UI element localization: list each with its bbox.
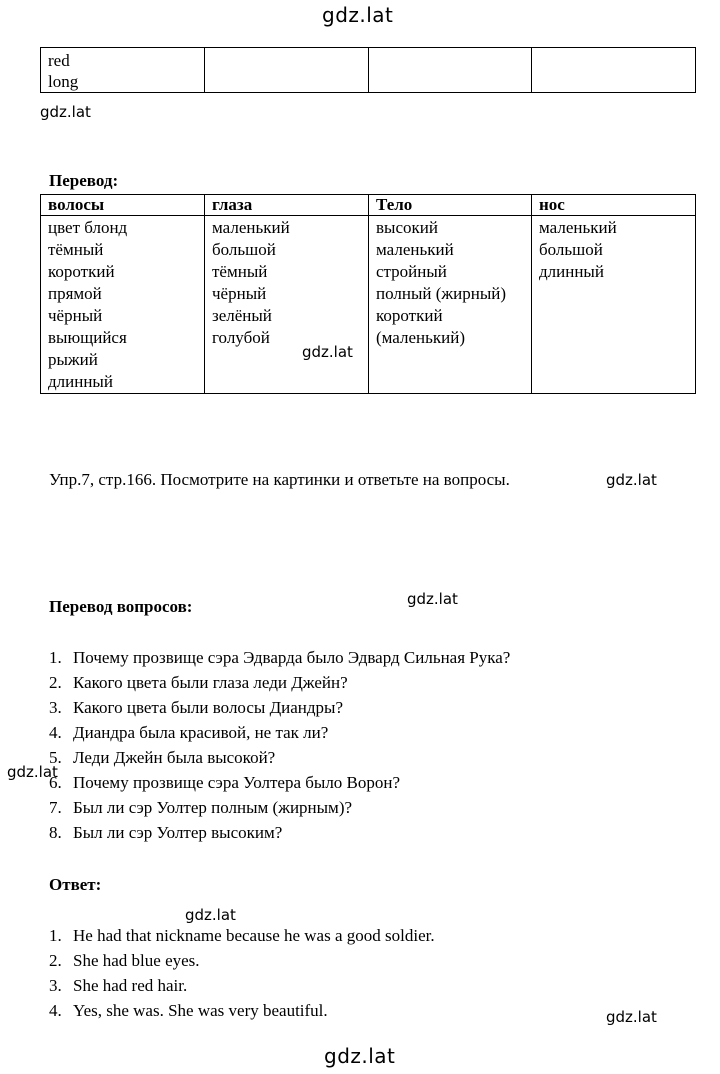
item-number: 2.: [49, 951, 62, 970]
watermark: gdz.lat: [606, 471, 657, 489]
list-item: [49, 647, 510, 672]
cell-text: маленький: [212, 218, 290, 237]
watermark: gdz.lat: [40, 103, 91, 121]
item-text: Был ли сэр Уолтер полным (жирным)?: [73, 798, 353, 817]
list-item: [49, 925, 435, 950]
top-table-cell: [532, 48, 696, 93]
cell-text: голубой: [212, 328, 270, 347]
item-text: Леди Джейн была высокой?: [73, 748, 276, 767]
table-header-row: [41, 195, 696, 216]
cell-text: большой: [212, 240, 276, 259]
eyes-cell: [205, 216, 369, 394]
watermark: gdz.lat: [606, 1008, 657, 1026]
watermark-bottom: gdz.lat: [324, 1044, 396, 1068]
cell-text: длинный: [539, 262, 604, 281]
cell-text: long: [48, 72, 79, 91]
column-header-body: Тело: [369, 195, 532, 216]
list-item: [49, 722, 510, 747]
item-number: 5.: [49, 748, 62, 767]
cell-text: короткий: [376, 306, 443, 325]
item-text: Диандра была красивой, не так ли?: [73, 723, 329, 742]
nose-cell: [532, 216, 696, 394]
exercise-instruction: Упр.7, стр.166. Посмотрите на картинки и ответьте на вопросы.: [49, 470, 510, 489]
item-number: 1.: [49, 926, 62, 945]
cell-text: зелёный: [212, 306, 272, 325]
top-table-cell: [205, 48, 369, 93]
questions-list: [49, 647, 510, 847]
item-number: 2.: [49, 673, 62, 692]
cell-text: выющийся: [48, 328, 127, 347]
item-text: She had blue eyes.: [73, 951, 200, 970]
cell-text: чёрный: [212, 284, 267, 303]
list-item: [49, 975, 435, 1000]
top-table-cell: [41, 48, 205, 93]
item-number: 3.: [49, 976, 62, 995]
questions-heading: Перевод вопросов:: [49, 597, 193, 616]
cell-text: тёмный: [48, 240, 104, 259]
column-header-nose: нос: [532, 195, 696, 216]
cell-text: (маленький): [376, 328, 465, 347]
item-number: 4.: [49, 1001, 62, 1020]
translation-heading: Перевод:: [49, 171, 119, 190]
watermark: gdz.lat: [302, 343, 353, 361]
list-item: [49, 747, 510, 772]
item-number: 6.: [49, 773, 62, 792]
list-item: [49, 797, 510, 822]
cell-text: маленький: [376, 240, 454, 259]
cell-text: цвет блонд: [48, 218, 128, 237]
cell-text: большой: [539, 240, 603, 259]
cell-text: red: [48, 51, 70, 70]
list-item: [49, 822, 510, 847]
list-item: [49, 950, 435, 975]
table-row: [41, 48, 696, 93]
body-cell: [369, 216, 532, 394]
watermark: gdz.lat: [185, 906, 236, 924]
watermark-top: gdz.lat: [322, 3, 394, 27]
cell-text: прямой: [48, 284, 102, 303]
cell-text: короткий: [48, 262, 115, 281]
top-table: [40, 47, 696, 93]
answers-heading: Ответ:: [49, 875, 102, 894]
item-number: 8.: [49, 823, 62, 842]
list-item: [49, 672, 510, 697]
item-text: Какого цвета были глаза леди Джейн?: [73, 673, 348, 692]
hair-cell: [41, 216, 205, 394]
cell-text: длинный: [48, 372, 113, 391]
translation-table: [40, 194, 696, 394]
item-text: He had that nickname because he was a good soldier.: [73, 926, 435, 945]
column-header-eyes: глаза: [205, 195, 369, 216]
item-text: Был ли сэр Уолтер высоким?: [73, 823, 283, 842]
item-number: 3.: [49, 698, 62, 717]
table-row: [41, 216, 696, 394]
cell-text: чёрный: [48, 306, 103, 325]
item-text: Какого цвета были волосы Диандры?: [73, 698, 344, 717]
item-text: Yes, she was. She was very beautiful.: [73, 1001, 328, 1020]
list-item: [49, 697, 510, 722]
answers-list: [49, 925, 435, 1025]
cell-text: маленький: [539, 218, 617, 237]
cell-text: стройный: [376, 262, 447, 281]
watermark: gdz.lat: [7, 763, 58, 781]
watermark: gdz.lat: [407, 590, 458, 608]
list-item: [49, 1000, 435, 1025]
item-text: Почему прозвище сэра Уолтера было Ворон?: [73, 773, 401, 792]
item-number: 1.: [49, 648, 62, 667]
cell-text: высокий: [376, 218, 438, 237]
cell-text: полный (жирный): [376, 284, 507, 303]
item-number: 7.: [49, 798, 62, 817]
item-text: She had red hair.: [73, 976, 188, 995]
item-number: 4.: [49, 723, 62, 742]
column-header-hair: волосы: [41, 195, 205, 216]
cell-text: рыжий: [48, 350, 98, 369]
item-text: Почему прозвище сэра Эдварда было Эдвард Сильная Рука?: [73, 648, 511, 667]
cell-text: тёмный: [212, 262, 268, 281]
top-table-cell: [369, 48, 532, 93]
list-item: [49, 772, 510, 797]
